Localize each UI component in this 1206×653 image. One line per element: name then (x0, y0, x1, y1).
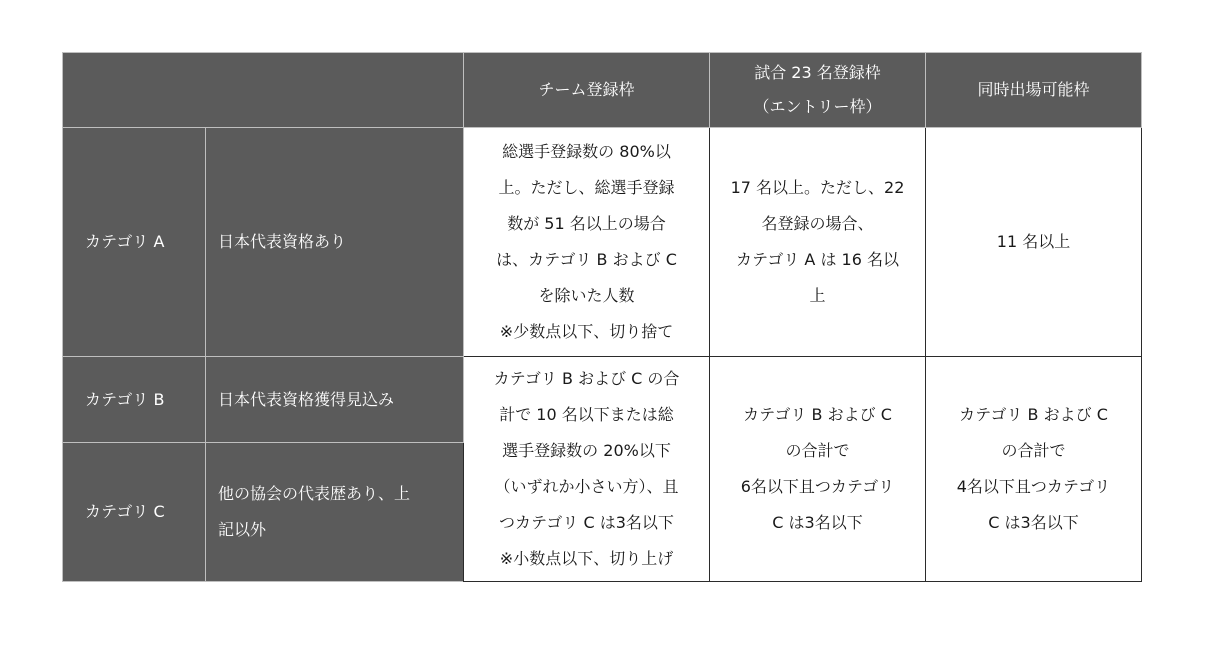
category-a-simul-value: 11 名以上 (996, 232, 1071, 251)
category-c-label: カテゴリ C (63, 443, 206, 582)
category-c-description-line: 他の協会の代表歴あり、上 (218, 484, 411, 503)
category-a-entry-line: 17 名以上。ただし、22 (730, 178, 905, 197)
category-a-team-cell (464, 128, 710, 357)
category-a-team-line: を除いた人数 (538, 286, 635, 305)
header-match-entry (710, 53, 926, 128)
header-team-label: チーム登録枠 (538, 80, 635, 99)
category-bc-simul-line: の合計で (1001, 441, 1066, 460)
header-row (63, 53, 1142, 128)
category-bc-team-line: 選手登録数の 20%以下 (502, 441, 671, 460)
category-a-team-line: ※少数点以下、切り捨て (499, 322, 674, 341)
category-bc-team-line: ※小数点以下、切り上げ (499, 549, 674, 568)
category-bc-team-line: カテゴリ B および C の合 (493, 369, 680, 388)
category-a-label: カテゴリ A (63, 128, 206, 357)
category-a-entry-cell (710, 128, 926, 357)
category-bc-team-line: （いずれか小さい方）、且 (494, 477, 679, 496)
header-simultaneous (926, 53, 1142, 128)
header-team-registration (464, 53, 710, 128)
table-row-category-b (63, 357, 1142, 443)
category-a-simul-cell (926, 128, 1142, 357)
category-bc-team-line: 計で 10 名以下または総 (499, 405, 674, 424)
header-entry-line-2: （エントリー枠） (753, 97, 882, 116)
category-bc-simul-cell (926, 357, 1142, 582)
category-bc-simul-line: C は3名以下 (988, 513, 1079, 532)
table-row-category-a (63, 128, 1142, 357)
category-a-description: 日本代表資格あり (206, 128, 464, 357)
category-a-entry-line: カテゴリ A は 16 名以 (735, 250, 899, 269)
category-b-description: 日本代表資格獲得見込み (206, 357, 464, 443)
category-bc-entry-cell (710, 357, 926, 582)
category-a-entry-line: 名登録の場合、 (761, 214, 874, 233)
category-bc-entry-line: 6名以下且つカテゴリ (740, 477, 895, 496)
category-c-description-line: 記以外 (218, 520, 267, 539)
category-b-label: カテゴリ B (63, 357, 206, 443)
category-a-team-line: 上。ただし、総選手登録 (498, 178, 675, 197)
category-c-description (206, 443, 464, 582)
header-simul-label: 同時出場可能枠 (977, 80, 1090, 99)
category-bc-entry-line: カテゴリ B および C (743, 405, 892, 424)
category-bc-simul-line: カテゴリ B および C (959, 405, 1108, 424)
category-a-team-line: は、カテゴリ B および C (496, 250, 677, 269)
category-bc-team-line: つカテゴリ C は3名以下 (499, 513, 674, 532)
category-a-entry-line: 上 (809, 286, 826, 305)
category-a-team-line: 総選手登録数の 80%以 (502, 142, 671, 161)
header-entry-line-1: 試合 23 名登録枠 (754, 63, 881, 82)
registration-table (62, 52, 1142, 582)
category-a-team-line: 数が 51 名以上の場合 (507, 214, 666, 233)
category-bc-entry-line: C は3名以下 (772, 513, 863, 532)
category-bc-entry-line: の合計で (785, 441, 850, 460)
category-bc-simul-line: 4名以下且つカテゴリ (956, 477, 1111, 496)
category-bc-team-cell (464, 357, 710, 582)
header-empty-cell (63, 53, 464, 128)
